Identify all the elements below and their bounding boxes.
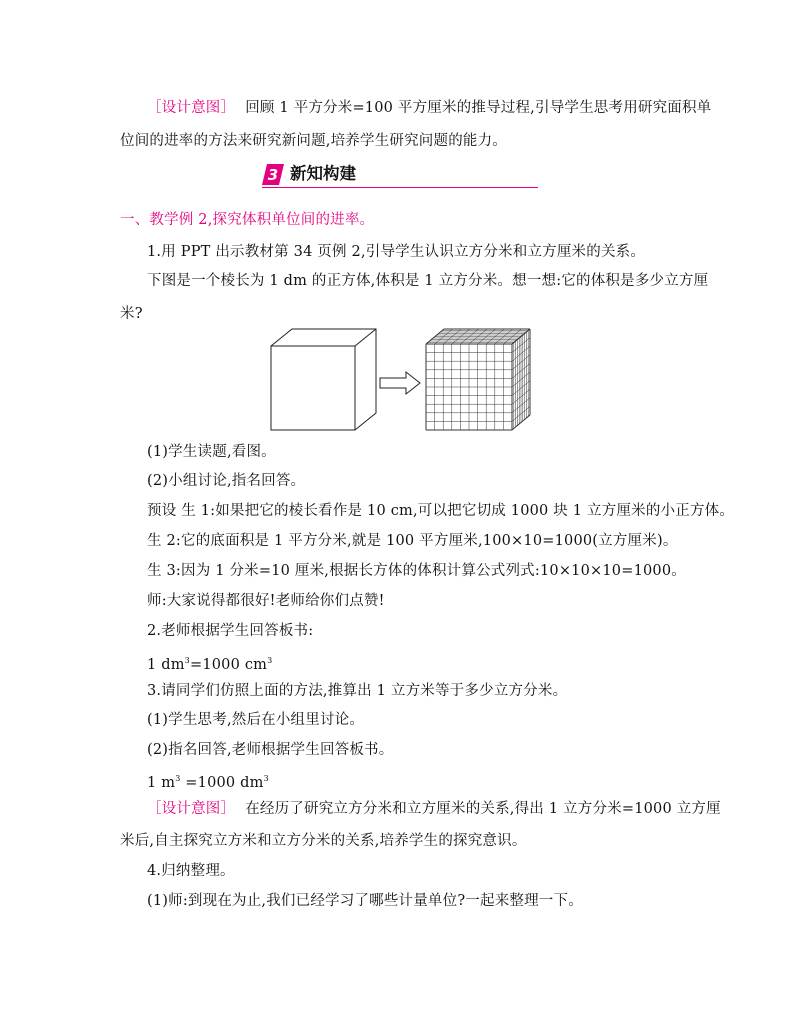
equation-1 (147, 651, 272, 675)
section-heading (262, 162, 538, 188)
eq1-right: =1000 cm (189, 657, 268, 673)
section-number-badge (262, 164, 284, 185)
sub-step-3-1: (1)学生思考,然后在小组里讨论。 (147, 712, 365, 728)
eq2-left: 1 m (147, 775, 176, 791)
design-intent-2-cont: 米后,自主探究立方米和立方分米的关系,培养学生的探究意识。 (120, 833, 527, 849)
equation-2 (147, 769, 269, 793)
eq2-right: =1000 dm (180, 775, 264, 791)
design-intent-2 (147, 799, 721, 819)
question-text: 下图是一个棱长为 1 dm 的正方体,体积是 1 立方分米。想一想:它的体积是多少立方厘 (147, 273, 709, 289)
step-four: 4.归纳整理。 (147, 863, 235, 879)
sub-step-4-1: (1)师:到现在为止,我们已经学习了哪些计量单位?一起来整理一下。 (147, 893, 583, 909)
eq2-exp2: 3 (263, 774, 269, 783)
preset-answer: 预设 生 1:如果把它的棱长看作是 10 cm,可以把它切成 1000 块 1 立方厘米的小正方体。 (147, 503, 735, 519)
section-number: 3 (267, 166, 279, 184)
step-three: 3.请同学们仿照上面的方法,推算出 1 立方米等于多少立方分米。 (147, 683, 568, 699)
student-2-answer: 生 2:它的底面积是 1 平方分米,就是 100 平方厘米,100×10=1000(立方厘米)。 (147, 533, 678, 549)
sub-step-2: (2)小组讨论,指名回答。 (147, 473, 306, 489)
student-3-answer: 生 3:因为 1 分米=10 厘米,根据长方体的体积计算公式列式:10×10×10=1000。 (147, 563, 686, 579)
cube-diagram (268, 326, 544, 432)
eq1-exp2: 3 (267, 656, 273, 665)
cube-figure (268, 326, 544, 432)
design-intent-intro (147, 98, 711, 118)
step-two: 2.老师根据学生回答板书: (147, 623, 314, 639)
step-one: 1.用 PPT 出示教材第 34 页例 2,引导学生认识立方分米和立方厘米的关系。 (147, 244, 646, 260)
section-underline (262, 187, 538, 188)
design-intent-tag: ［设计意图］ (147, 100, 236, 116)
teacher-comment: 师:大家说得都很好!老师给你们点赞! (147, 593, 385, 609)
eq1-exp: 3 (184, 656, 190, 665)
eq1-left: 1 dm (147, 657, 185, 673)
question-text-cont: 米? (120, 306, 143, 322)
sub-step-3-2: (2)指名回答,老师根据学生回答板书。 (147, 742, 394, 758)
part-one-title: 一、教学例 2,探究体积单位间的进率。 (120, 212, 375, 228)
grid-cube (426, 329, 530, 430)
design-intent-text-cont: 位间的进率的方法来研究新问题,培养学生研究问题的能力。 (120, 133, 508, 149)
right-arrow-icon (380, 372, 420, 394)
solid-cube (271, 329, 376, 430)
section-title: 新知构建 (290, 164, 356, 183)
design-intent-2-text: 在经历了研究立方分米和立方厘米的关系,得出 1 立方分米=1000 立方厘 (245, 801, 721, 817)
design-intent-text: 回顾 1 平方分米=100 平方厘米的推导过程,引导学生思考用研究面积单 (245, 100, 712, 116)
design-intent-2-tag: ［设计意图］ (147, 801, 236, 817)
eq2-exp: 3 (175, 774, 181, 783)
sub-step-1: (1)学生读题,看图。 (147, 444, 276, 460)
